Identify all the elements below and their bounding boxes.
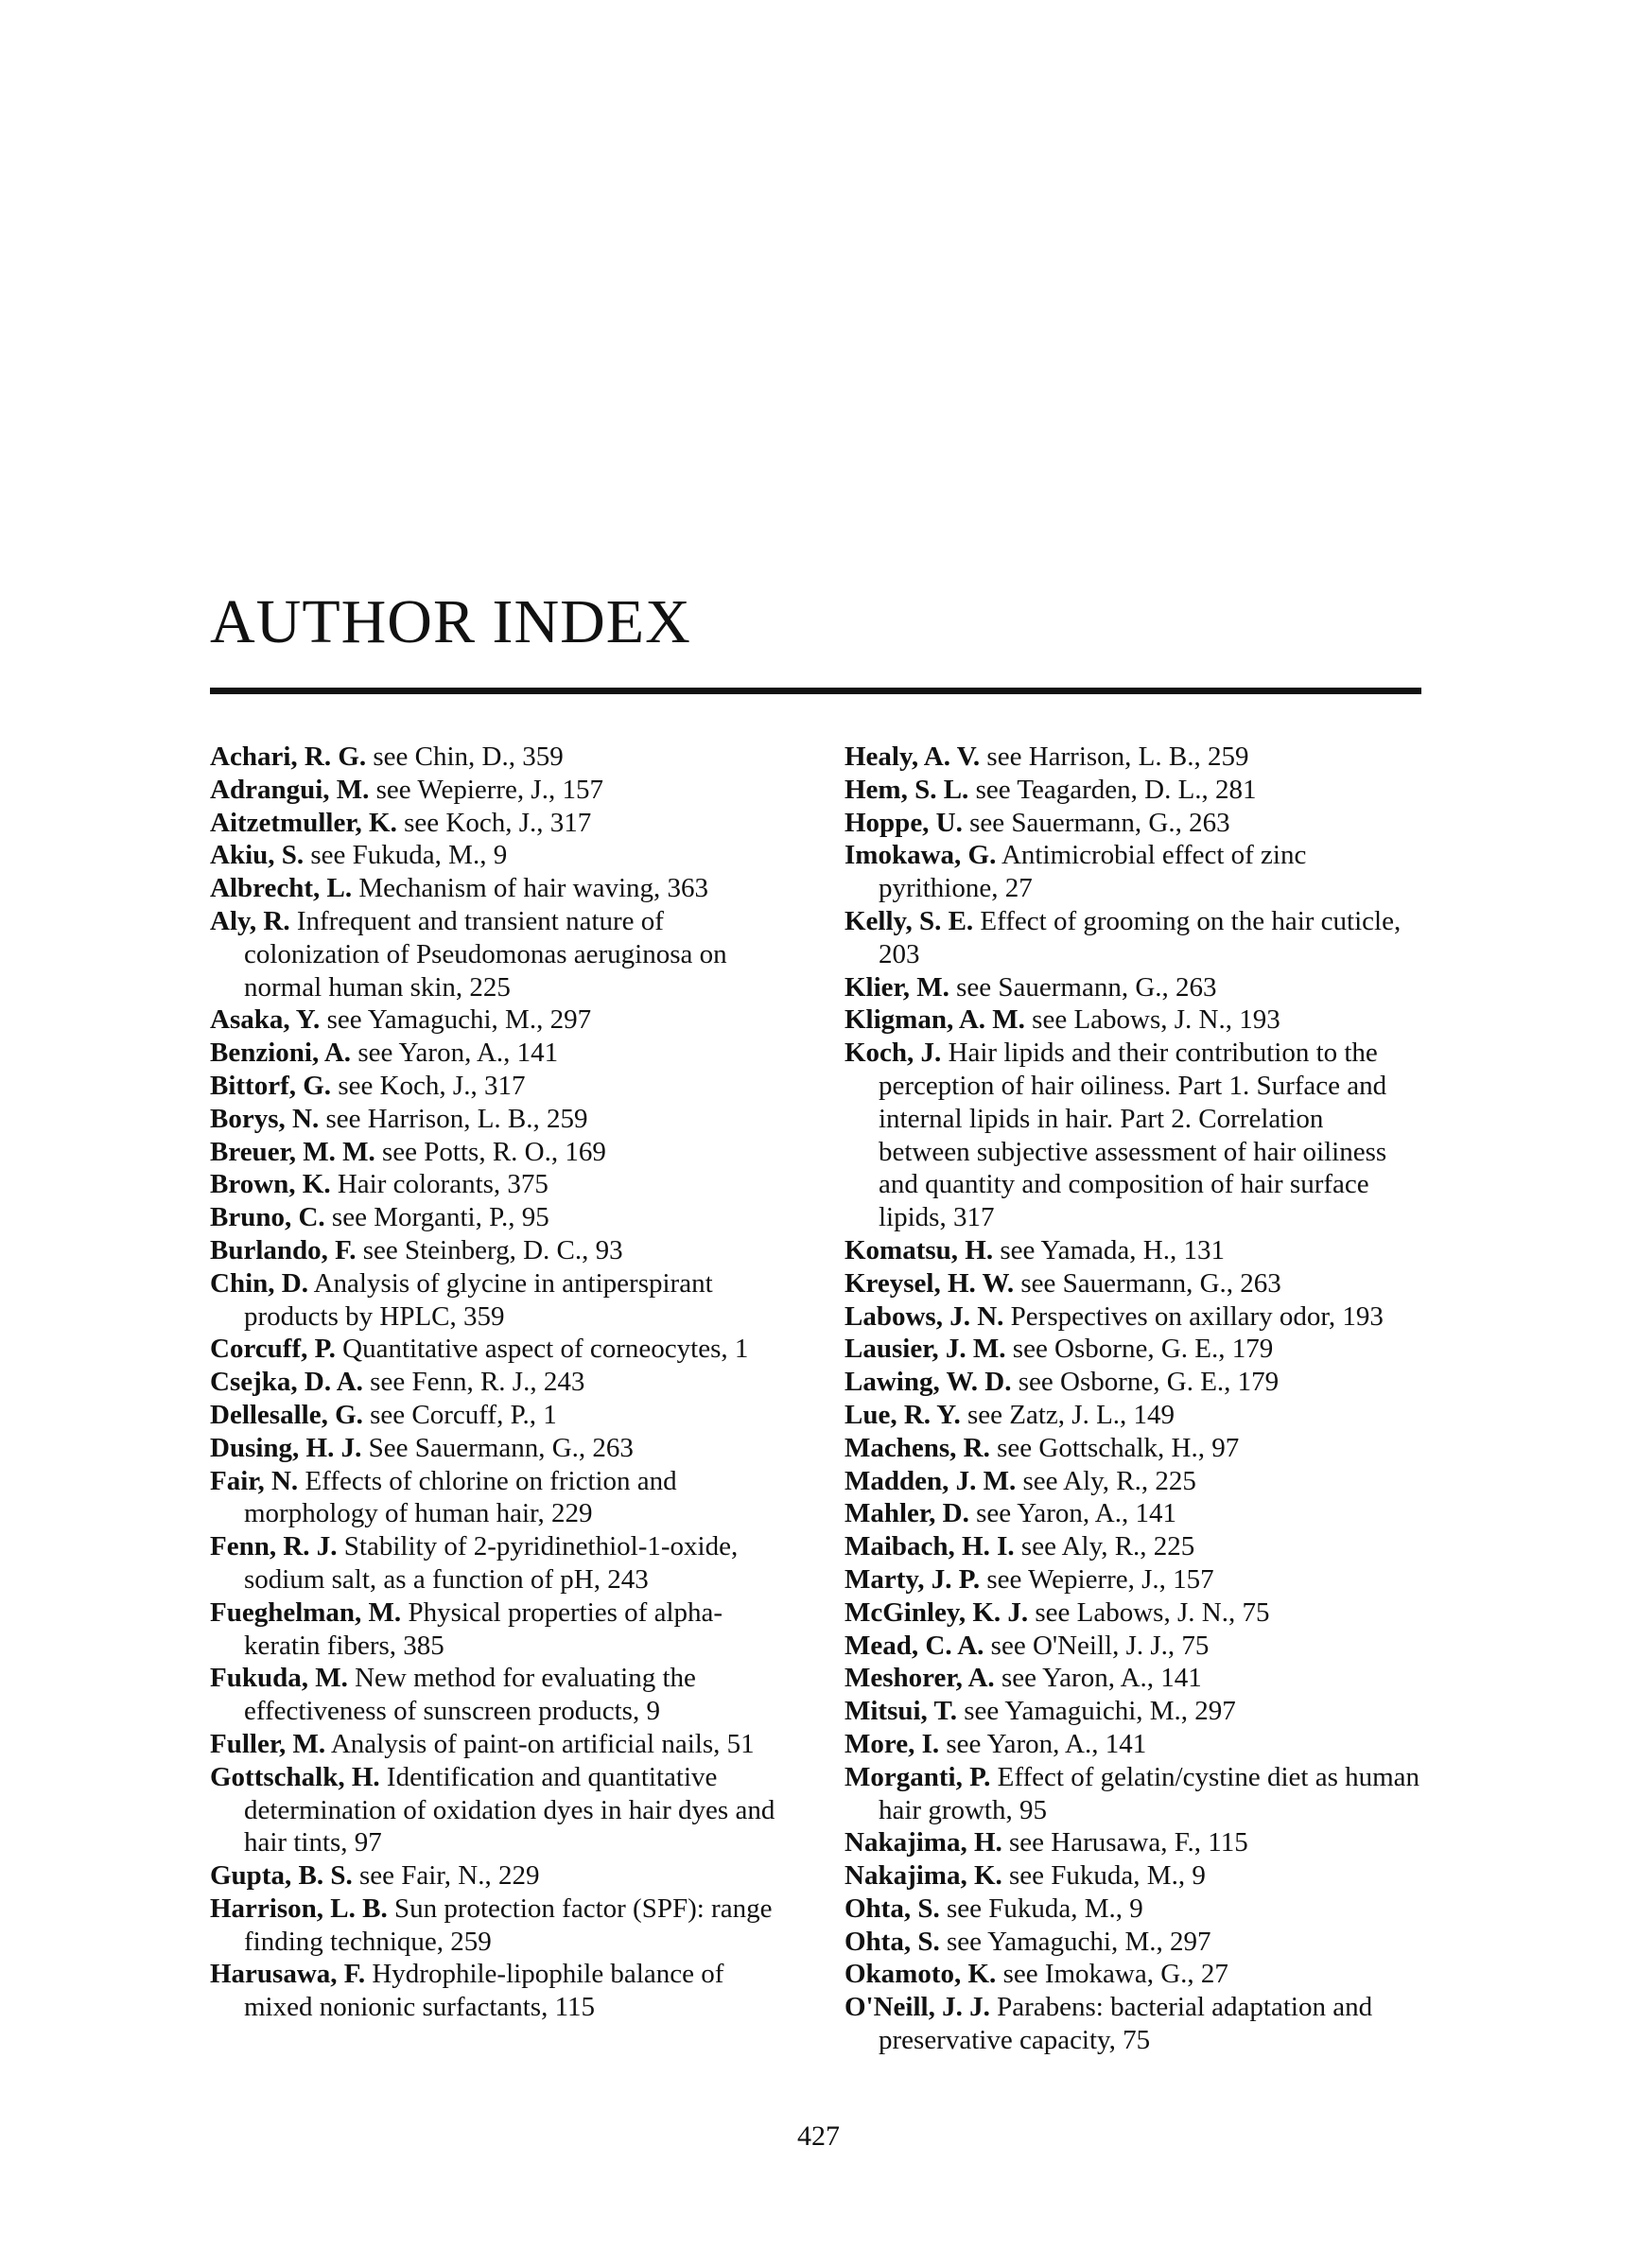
author-name: Fair, N. — [210, 1465, 299, 1496]
entry-text: see Yamaguchi, M., 297 — [326, 1004, 592, 1036]
index-entry — [210, 1333, 796, 1366]
author-name: Adrangui, M. — [210, 774, 370, 805]
entry-text: Effects of chlorine on friction and morphology of human hair, 229 — [244, 1465, 677, 1529]
author-name: Koch, J. — [845, 1038, 942, 1069]
entry-text: Analysis of paint-on artificial nails, 51 — [330, 1728, 755, 1759]
entry-text: Stability of 2-pyridinethiol-1-oxide, sodium salt, as a function of pH, 243 — [244, 1531, 739, 1595]
author-name: Fuller, M. — [210, 1728, 326, 1759]
index-entry — [845, 1761, 1421, 1827]
entry-text: see Yaron, A., 141 — [357, 1038, 559, 1069]
index-entry — [845, 905, 1421, 971]
author-name: Fukuda, M. — [210, 1663, 348, 1694]
entry-text: see Yamada, H., 131 — [1000, 1234, 1225, 1265]
author-name: Lawing, W. D. — [845, 1367, 1012, 1398]
entry-text: Perspectives on axillary odor, 193 — [1010, 1300, 1384, 1332]
index-entry — [210, 1234, 796, 1267]
entry-text: see Sauermann, G., 263 — [1020, 1267, 1281, 1299]
index-entry — [845, 1366, 1421, 1399]
index-entry — [845, 1234, 1421, 1267]
index-entry — [845, 1662, 1421, 1695]
entry-text: see Imokawa, G., 27 — [1002, 1959, 1228, 1990]
author-name: Gottschalk, H. — [210, 1761, 380, 1792]
index-entry — [210, 1037, 796, 1070]
index-entry — [845, 839, 1421, 905]
index-entry — [845, 1958, 1421, 1991]
author-name: Breuer, M. M. — [210, 1136, 375, 1167]
author-name: Labows, J. N. — [845, 1300, 1004, 1332]
entry-text: see Chin, D., 359 — [373, 741, 564, 772]
index-entry — [845, 1267, 1421, 1300]
index-entry — [845, 1991, 1421, 2057]
author-name: More, I. — [845, 1728, 940, 1759]
entry-text: see Fukuda, M., 9 — [1009, 1860, 1206, 1892]
index-entry — [210, 1958, 796, 2024]
author-name: Akiu, S. — [210, 840, 305, 871]
title-rule — [210, 688, 1421, 694]
page-number: 427 — [797, 2120, 840, 2152]
index-entry — [210, 839, 796, 872]
entry-text: see Labows, J. N., 75 — [1035, 1596, 1270, 1628]
author-name: Aly, R. — [210, 905, 290, 936]
index-entry — [210, 1530, 796, 1596]
author-name: Lue, R. Y. — [845, 1399, 961, 1430]
index-entry — [210, 1761, 796, 1859]
index-entry — [210, 872, 796, 905]
entry-text: Antimicrobial effect of zinc pyrithione, 27 — [879, 840, 1307, 904]
author-name: Ohta, S. — [845, 1893, 940, 1924]
author-name: Csejka, D. A. — [210, 1367, 363, 1398]
author-name: Nakajima, K. — [845, 1860, 1002, 1892]
entry-text: see Fukuda, M., 9 — [946, 1893, 1143, 1924]
entry-text: see Steinberg, D. C., 93 — [362, 1234, 623, 1265]
entry-text: see O'Neill, J. J., 75 — [990, 1630, 1210, 1661]
author-name: Kreysel, H. W. — [845, 1267, 1015, 1299]
author-name: Fenn, R. J. — [210, 1531, 338, 1562]
author-name: McGinley, K. J. — [845, 1596, 1029, 1628]
author-name: Harusawa, F. — [210, 1959, 366, 1990]
author-name: Imokawa, G. — [845, 840, 997, 871]
index-entry — [845, 1926, 1421, 1959]
author-name: Meshorer, A. — [845, 1663, 995, 1694]
index-entry — [845, 741, 1421, 774]
author-name: Ohta, S. — [845, 1926, 940, 1957]
entry-text: Effect of grooming on the hair cuticle, 203 — [879, 905, 1402, 969]
page-title: AUTHOR INDEX — [210, 587, 691, 656]
entry-text: see Yaron, A., 141 — [976, 1498, 1176, 1529]
entry-text: see Gottschalk, H., 97 — [997, 1432, 1240, 1463]
author-name: Madden, J. M. — [845, 1465, 1017, 1496]
author-name: Bittorf, G. — [210, 1070, 332, 1101]
entry-text: Hair lipids and their contribution to the perception of hair oiliness. Part 1. Surface and internal lipids in hair. Part 2. Correlation between subjective assessment of hair oiliness and quantity and composition of hair surface lipids, 317 — [879, 1038, 1387, 1233]
author-name: Chin, D. — [210, 1267, 308, 1299]
index-entry — [845, 971, 1421, 1004]
entry-text: see Harusawa, F., 115 — [1009, 1827, 1248, 1858]
author-name: Komatsu, H. — [845, 1234, 994, 1265]
index-entry — [845, 1465, 1421, 1498]
author-name: Klier, M. — [845, 971, 949, 1003]
author-name: Lausier, J. M. — [845, 1334, 1006, 1365]
entry-text: Hair colorants, 375 — [337, 1169, 549, 1200]
author-name: Asaka, Y. — [210, 1004, 321, 1036]
entry-text: see Morganti, P., 95 — [331, 1202, 549, 1233]
index-entry — [210, 1103, 796, 1136]
author-name: Mitsui, T. — [845, 1696, 957, 1727]
entry-text: see Koch, J., 317 — [404, 807, 592, 838]
index-column-right — [845, 741, 1421, 2057]
author-name: Morganti, P. — [845, 1761, 991, 1792]
entry-text: Infrequent and transient nature of colonization of Pseudomonas aeruginosa on normal human skin, 225 — [244, 905, 727, 1003]
index-entry — [210, 1728, 796, 1761]
index-entry — [845, 1037, 1421, 1234]
entry-text: see Fukuda, M., 9 — [310, 840, 508, 871]
author-name: Kligman, A. M. — [845, 1004, 1025, 1036]
index-entry — [845, 1003, 1421, 1037]
index-entry — [210, 1003, 796, 1037]
entry-text: see Wepierre, J., 157 — [986, 1563, 1214, 1595]
author-name: Burlando, F. — [210, 1234, 357, 1265]
entry-text: see Fair, N., 229 — [358, 1860, 540, 1892]
entry-text: see Wepierre, J., 157 — [375, 774, 603, 805]
index-entry — [845, 1300, 1421, 1334]
entry-text: New method for evaluating the effectiveness of sunscreen products, 9 — [244, 1663, 696, 1727]
entry-text: Identification and quantitative determination of oxidation dyes in hair dyes and hair tints, 97 — [244, 1761, 775, 1858]
index-entry — [845, 1695, 1421, 1728]
index-entry — [845, 1630, 1421, 1663]
entry-text: see Corcuff, P., 1 — [370, 1399, 557, 1430]
author-name: Hem, S. L. — [845, 774, 969, 805]
entry-text: Sun protection factor (SPF): range finding technique, 259 — [244, 1893, 773, 1957]
index-entry — [210, 1136, 796, 1169]
author-name: Dusing, H. J. — [210, 1432, 362, 1463]
index-entry — [210, 1465, 796, 1531]
entry-text: see Osborne, G. E., 179 — [1018, 1367, 1280, 1398]
author-name: Machens, R. — [845, 1432, 990, 1463]
index-entry — [210, 807, 796, 840]
author-name: Dellesalle, G. — [210, 1399, 363, 1430]
author-name: Fueghelman, M. — [210, 1596, 402, 1628]
author-name: Kelly, S. E. — [845, 905, 974, 936]
index-entry — [210, 905, 796, 1003]
index-entry — [845, 774, 1421, 807]
index-entry — [845, 1826, 1421, 1859]
author-name: Healy, A. V. — [845, 741, 981, 772]
index-entry — [210, 1893, 796, 1959]
index-entry — [210, 1399, 796, 1432]
index-entry — [210, 1201, 796, 1234]
author-name: Benzioni, A. — [210, 1038, 352, 1069]
index-entry — [845, 1497, 1421, 1530]
author-name: Albrecht, L. — [210, 873, 353, 904]
entry-text: see Sauermann, G., 263 — [969, 807, 1230, 838]
author-name: Borys, N. — [210, 1103, 320, 1134]
author-name: Bruno, C. — [210, 1202, 325, 1233]
author-name: Maibach, H. I. — [845, 1531, 1015, 1562]
index-entry — [210, 1168, 796, 1201]
author-name: Marty, J. P. — [845, 1563, 981, 1595]
author-name: Nakajima, H. — [845, 1827, 1002, 1858]
entry-text: see Labows, J. N., 193 — [1032, 1004, 1280, 1036]
author-name: Aitzetmuller, K. — [210, 807, 397, 838]
index-entry — [210, 1596, 796, 1663]
index-entry — [210, 1366, 796, 1399]
entry-text: Quantitative aspect of corneocytes, 1 — [342, 1334, 749, 1365]
entry-text: Mechanism of hair waving, 363 — [358, 873, 709, 904]
index-entry — [845, 1530, 1421, 1563]
entry-text: see Aly, R., 225 — [1022, 1465, 1196, 1496]
entry-text: see Yaron, A., 141 — [946, 1728, 1147, 1759]
index-entry — [845, 1399, 1421, 1432]
index-entry — [845, 1563, 1421, 1596]
author-name: O'Neill, J. J. — [845, 1992, 990, 2023]
index-entry — [845, 1596, 1421, 1630]
author-name: Achari, R. G. — [210, 741, 367, 772]
entry-text: see Yamaguchi, M., 297 — [946, 1926, 1211, 1957]
index-entry — [210, 741, 796, 774]
index-entry — [210, 1859, 796, 1893]
entry-text: Effect of gelatin/cystine diet as human hair growth, 95 — [879, 1761, 1420, 1825]
entry-text: see Fenn, R. J., 243 — [370, 1367, 585, 1398]
index-entry — [210, 1432, 796, 1465]
index-entry — [845, 1728, 1421, 1761]
index-column-left — [210, 741, 796, 2024]
author-name: Hoppe, U. — [845, 807, 963, 838]
entry-text: Analysis of glycine in antiperspirant products by HPLC, 359 — [244, 1267, 713, 1332]
author-name: Gupta, B. S. — [210, 1860, 353, 1892]
entry-text: see Harrison, L. B., 259 — [986, 741, 1249, 772]
author-name: Brown, K. — [210, 1169, 331, 1200]
entry-text: see Sauermann, G., 263 — [956, 971, 1217, 1003]
entry-text: see Teagarden, D. L., 281 — [975, 774, 1257, 805]
index-entry — [210, 1267, 796, 1334]
entry-text: see Koch, J., 317 — [338, 1070, 526, 1101]
index-entry — [845, 807, 1421, 840]
index-entry — [845, 1859, 1421, 1893]
index-entry — [845, 1333, 1421, 1366]
index-entry — [845, 1432, 1421, 1465]
author-name: Mahler, D. — [845, 1498, 969, 1529]
entry-text: see Zatz, J. L., 149 — [967, 1399, 1176, 1430]
index-entry — [210, 1070, 796, 1103]
author-name: Corcuff, P. — [210, 1334, 336, 1365]
index-entry — [210, 774, 796, 807]
author-name: Okamoto, K. — [845, 1959, 997, 1990]
entry-text: Hydrophile-lipophile balance of mixed nonionic surfactants, 115 — [244, 1959, 724, 2023]
entry-text: see Osborne, G. E., 179 — [1012, 1334, 1274, 1365]
author-name: Mead, C. A. — [845, 1630, 984, 1661]
entry-text: See Sauermann, G., 263 — [368, 1432, 634, 1463]
entry-text: see Yamaguichi, M., 297 — [964, 1696, 1236, 1727]
author-name: Harrison, L. B. — [210, 1893, 388, 1924]
index-entry — [845, 1893, 1421, 1926]
index-entry — [210, 1662, 796, 1728]
entry-text: see Aly, R., 225 — [1020, 1531, 1195, 1562]
entry-text: see Potts, R. O., 169 — [382, 1136, 606, 1167]
entry-text: Parabens: bacterial adaptation and preservative capacity, 75 — [879, 1992, 1373, 2056]
entry-text: see Harrison, L. B., 259 — [325, 1103, 588, 1134]
entry-text: Physical properties of alpha-keratin fibers, 385 — [244, 1596, 723, 1661]
entry-text: see Yaron, A., 141 — [1001, 1663, 1202, 1694]
